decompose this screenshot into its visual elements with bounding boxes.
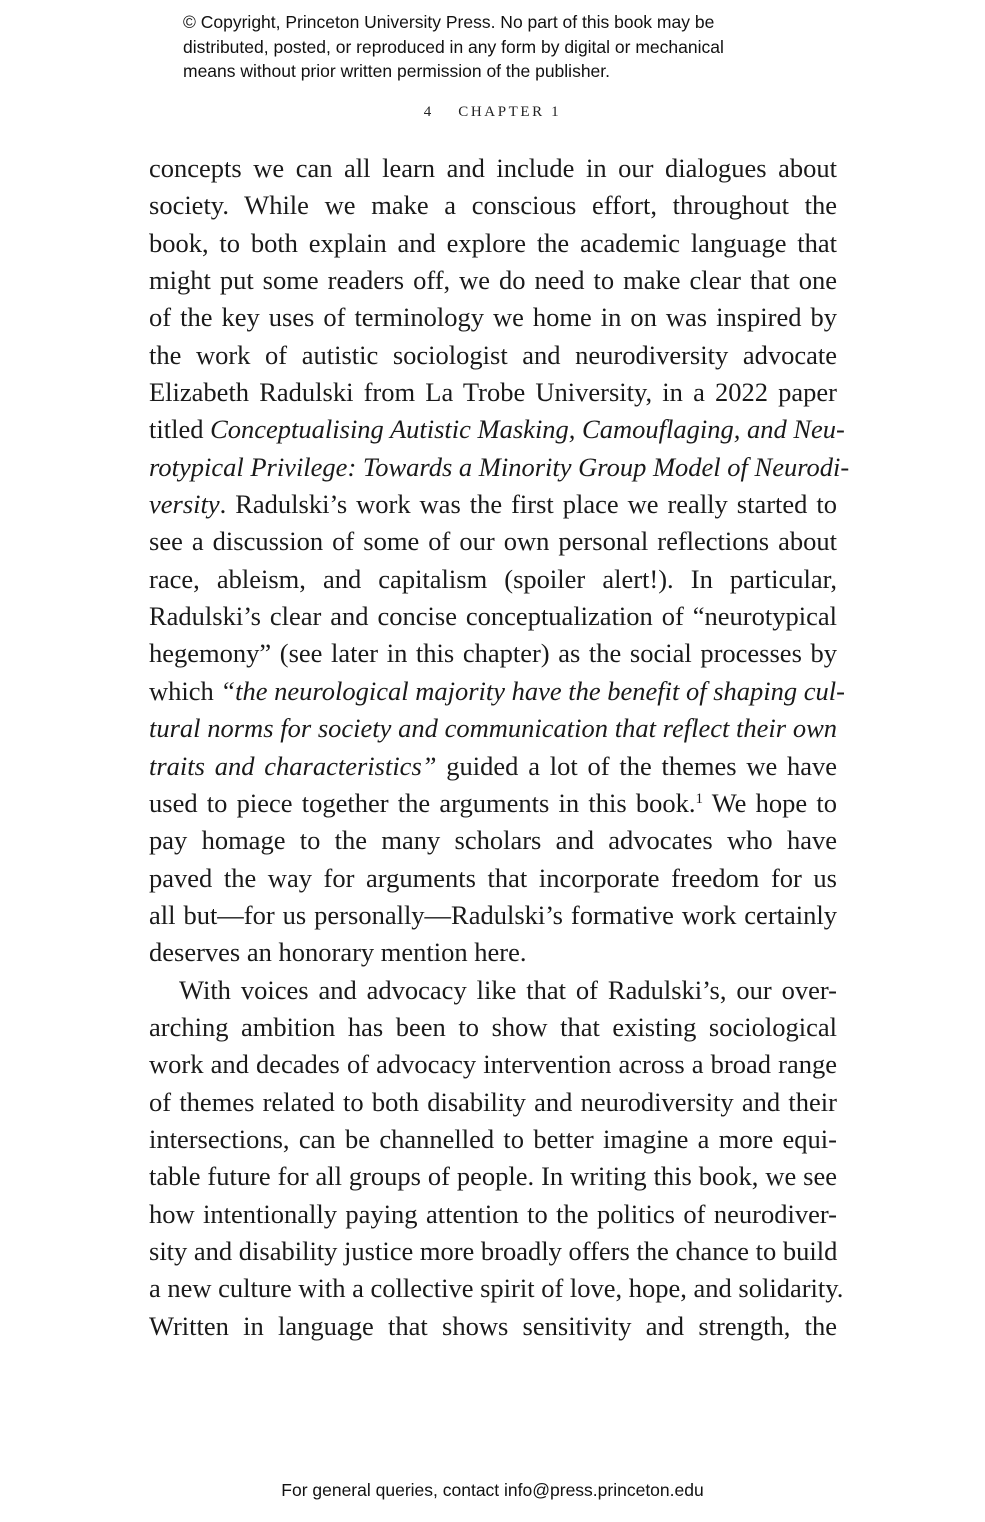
text-line [149, 523, 837, 560]
text-line [149, 934, 837, 971]
text-line [149, 449, 850, 486]
text-line [149, 262, 837, 299]
text-run: might put some readers off, we do need to make clear that one [149, 265, 837, 296]
text-line [149, 598, 837, 635]
text-run: pay homage to the many scholars and advocates who have [149, 825, 837, 856]
text-line [149, 785, 837, 822]
body-text [149, 150, 850, 1345]
running-head [0, 104, 985, 121]
text-run: all but—for us personally—Radulski’s formative work certainly [149, 899, 837, 930]
text-line [149, 337, 837, 374]
text-run: the work of autistic sociologist and neurodiversity advocate [149, 339, 837, 370]
text-line: of themes related to both disability and neurodiversity and their [149, 1086, 837, 1117]
text-run: . Radulski’s work was the first place we really started to [219, 489, 837, 520]
text-run: Radulski’s clear and concise conceptualization of “neurotypical [149, 601, 837, 632]
text-line: table future for all groups of people. In writing this book, we see [149, 1161, 837, 1192]
text-run: race, ableism, and capitalism (spoiler alert!). In particular, [149, 563, 837, 594]
text-run: Elizabeth Radulski from La Trobe University, in a 2022 paper [149, 377, 837, 408]
text-run: hegemony” (see later in this chapter) as the social processes by [149, 638, 837, 669]
page-number: 4 [423, 104, 434, 120]
text-run: paved the way for arguments that incorporate freedom for us [149, 862, 837, 893]
text-line [149, 635, 837, 672]
text-run: of the key uses of terminology we home in on was inspired by [149, 302, 837, 333]
text-line: a new culture with a collective spirit of love, hope, and solidarity. [149, 1273, 844, 1304]
text-run: society. While we make a conscious effort, throughout the [149, 190, 837, 221]
text-run: book, to both explain and explore the academic language that [149, 227, 837, 258]
text-run: deserves an honorary mention here. [149, 937, 527, 968]
text-line [149, 299, 837, 336]
text-run: which [149, 675, 221, 706]
text-line [149, 561, 837, 598]
text-run: We hope to [703, 787, 837, 818]
copyright-line: distributed, posted, or reproduced in any form by digital or mechanical [183, 36, 724, 57]
text-line [149, 486, 837, 523]
text-run: used to piece together the arguments in this book. [149, 787, 696, 818]
text-line [149, 748, 837, 785]
paragraph-2 [149, 972, 844, 1345]
text-run: titled [149, 414, 211, 445]
paper-title-italic: rotypical Privilege: Towards a Minority Group Model of Neurodi- [149, 451, 850, 482]
text-line [149, 822, 837, 859]
text-line [149, 411, 845, 448]
text-line: sity and disability justice more broadly offers the chance to build [149, 1235, 838, 1266]
text-line: how intentionally paying attention to the politics of neurodiver- [149, 1198, 837, 1229]
copyright-line: means without prior written permission of the publisher. [183, 61, 611, 81]
text-line [149, 897, 837, 934]
footer-contact: For general queries, contact info@press.princeton.edu [281, 1480, 704, 1500]
text-run: see a discussion of some of our own personal reflections about [149, 526, 837, 557]
text-line [149, 673, 845, 710]
text-line: Written in language that shows sensitivity and strength, the [149, 1310, 837, 1341]
text-line [149, 225, 837, 262]
text-run: guided a lot of the themes we have [436, 750, 838, 781]
text-line: intersections, can be channelled to better imagine a more equi- [149, 1123, 837, 1154]
quote-italic: “the neurological majority have the benefit of shaping cul- [220, 675, 845, 706]
text-line [149, 150, 837, 187]
text-line [149, 710, 837, 747]
copyright-line: © Copyright, Princeton University Press. No part of this book may be [183, 12, 715, 32]
quote-italic: tural norms for society and communication that reflect their own [149, 713, 837, 744]
quote-italic: traits and characteristics” [149, 750, 437, 781]
text-line: arching ambition has been to show that existing sociological [149, 1011, 837, 1042]
paragraph-1 [149, 150, 850, 972]
paper-title-italic: Conceptualising Autistic Masking, Camouflaging, and Neu- [210, 414, 845, 445]
copyright-notice [183, 10, 823, 84]
chapter-label: CHAPTER 1 [458, 104, 562, 120]
text-line [149, 374, 837, 411]
text-line [149, 187, 837, 224]
text-line [149, 860, 837, 897]
text-line: With voices and advocacy like that of Radulski’s, our over- [179, 974, 837, 1005]
paper-title-italic: versity [149, 489, 220, 520]
text-line: work and decades of advocacy intervention across a broad range [149, 1049, 837, 1080]
text-run: concepts we can all learn and include in our dialogues about [149, 153, 837, 183]
footnote-marker[interactable]: 1 [695, 790, 704, 807]
